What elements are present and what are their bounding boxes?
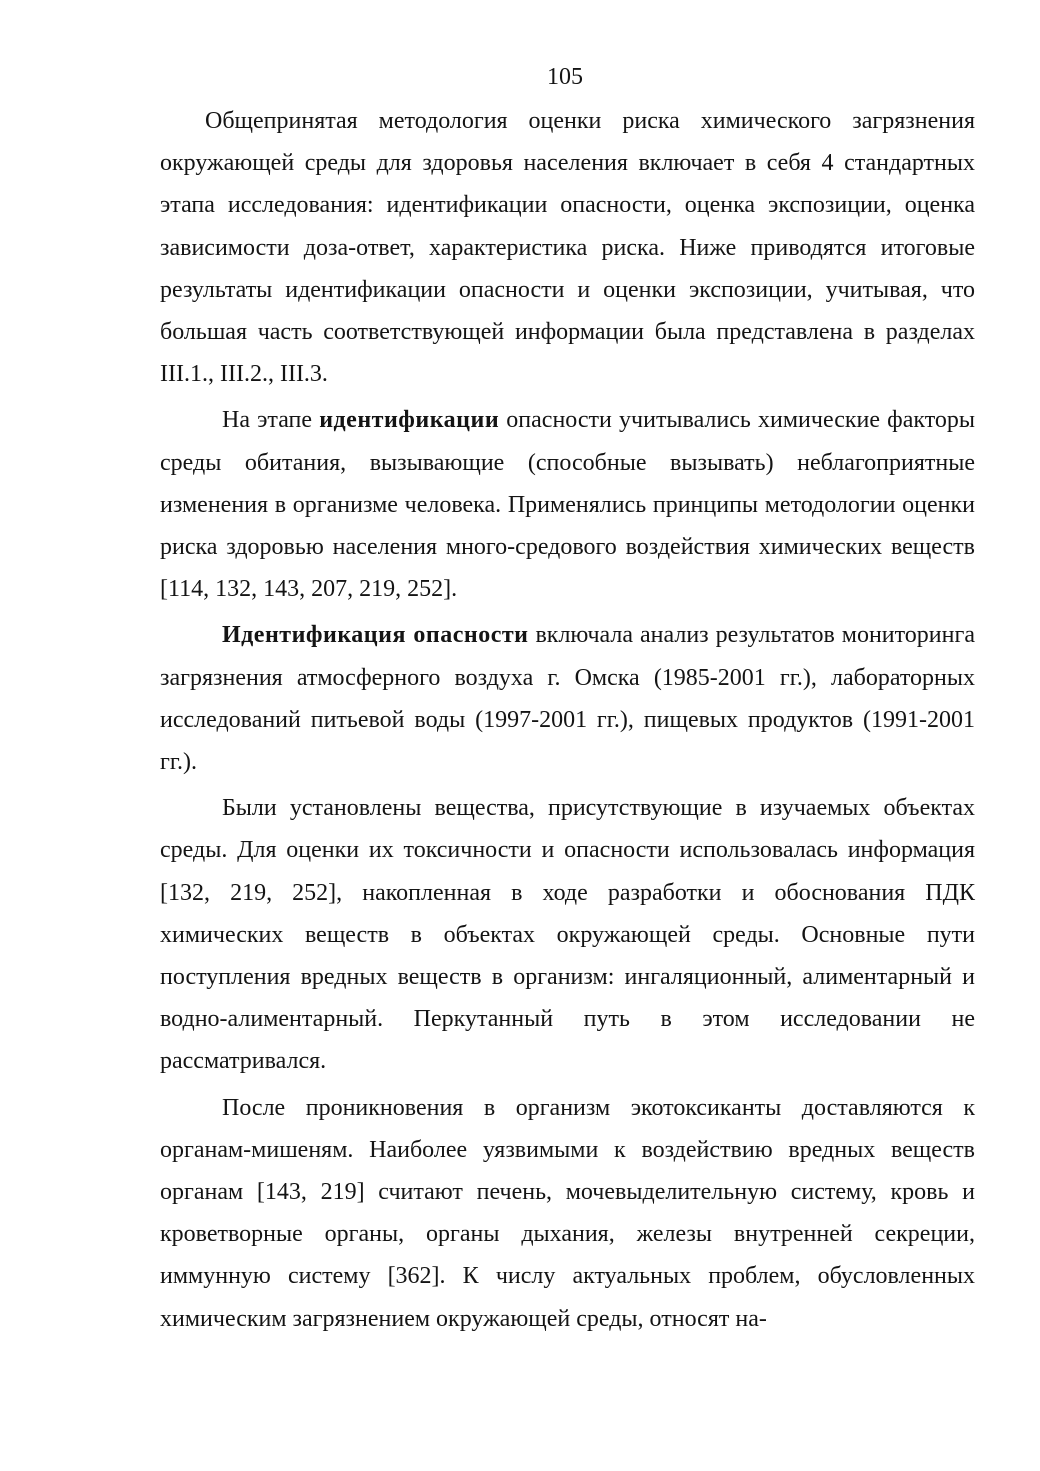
bold-term-identification: идентификации — [319, 407, 500, 434]
page-body — [160, 100, 975, 1344]
page-number: 105 — [547, 64, 583, 90]
paragraph-substances: Были установлены вещества, присутствующие в изучаемых объектах среды. Для оценки их токсичности и опасности использовалась информация [132, 219, 252], накопленная в ходе разработки и обоснования ПДК химических веществ в объектах окружающей среды. Основные пути поступления вредных веществ в организм: ингаляционный, алиментарный и водно-алиментарный. Перкутанный путь в этом исследовании не рассматривался. — [160, 795, 975, 1075]
paragraph-methodology: Общепринятая методология оценки риска химического загрязнения окружающей среды для здоровья населения включает в себя 4 стандартных этапа исследования: идентификации опасности, оценка экспозиции, оценка зависимости доза-ответ, характеристика риска. Ниже приводятся итоговые результаты идентификации опасности и оценки экспозиции, учитывая, что большая часть соответствующей информации была представлена в разделах III.1., III.2., III.3. — [160, 108, 975, 388]
bold-term-hazard-identification: Идентификация опасности — [222, 622, 529, 649]
paragraph-lead-text: На этапе — [222, 407, 320, 434]
paragraph-continuation-text: включала анализ результатов мониторинга загрязнения атмосферного воздуха г. Омска (1985-2001 гг.), лабораторных исследований питьевой воды (1997-2001 гг.), пищевых продуктов (1991-2001 гг.). — [160, 622, 975, 776]
paragraph-target-organs: После проникновения в организм экотоксиканты доставляются к органам-мишеням. Наиболее уязвимыми к воздействию вредных веществ органам [143, 219] считают печень, мочевыделительную систему, кровь и кроветворные органы, органы дыхания, железы внутренней секреции, иммунную систему [362]. К числу актуальных проблем, обусловленных химическим загрязнением окружающей среды, относят на- — [160, 1094, 975, 1332]
paragraph-identification-stage — [160, 399, 975, 610]
paragraph-continuation-text: опасности учитывались химические факторы среды обитания, вызывающие (способные вызывать) неблагоприятные изменения в организме человека. Применялись принципы методологии оценки риска здоровью населения много-средового воздействия химических веществ [114, 132, 143, 207, 219, 252]. — [160, 407, 975, 603]
paragraph-hazard-identification — [160, 614, 975, 783]
